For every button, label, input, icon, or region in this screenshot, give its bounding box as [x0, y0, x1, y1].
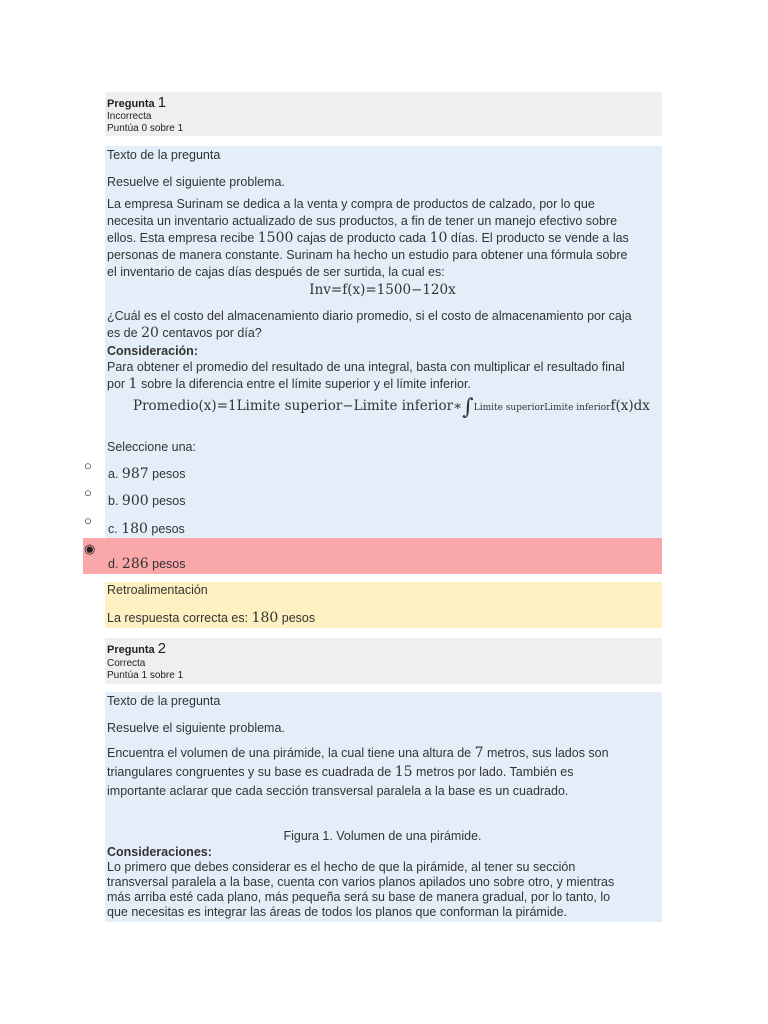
question-intro: Resuelve el siguiente problema. — [107, 175, 285, 189]
correct-answer-text — [107, 610, 315, 626]
question-2-text — [105, 692, 662, 922]
text-span: centavos por día? — [158, 326, 262, 340]
option-a-label[interactable] — [108, 466, 185, 482]
inventory-formula: Inv=f(x)=1500−120x — [309, 282, 456, 298]
problem-paragraph — [107, 196, 658, 281]
paragraph-line: transversal paralela a la base, cuenta con varios planos apilados uno sobre otro, y mientras — [107, 875, 615, 889]
option-c-label[interactable] — [108, 521, 185, 537]
option-value: 286 — [121, 556, 149, 572]
question-state: Incorrecta — [107, 111, 152, 122]
pregunta-label: Pregunta — [107, 98, 155, 110]
question-number: 1 — [157, 94, 167, 111]
question-2-title — [107, 640, 166, 657]
figure-caption: Figura 1. Volumen de una pirámide. — [283, 829, 482, 843]
paragraph-line: que necesitas es integrar las áreas de todos los planos que conforman la pirámide. — [107, 905, 567, 919]
text-span: pesos — [278, 611, 316, 625]
radio-d-selected-icon[interactable]: ◉ — [84, 541, 96, 556]
paragraph-line — [107, 763, 658, 782]
option-b-label[interactable] — [108, 493, 185, 509]
text-span: triangulares congruentes y su base es cuadrada de — [107, 765, 395, 779]
option-value: 180 — [121, 521, 148, 537]
text-span: es de — [107, 326, 142, 340]
integral-limits: Limite superiorLimite inferior — [473, 403, 611, 413]
problem-paragraph — [107, 744, 658, 801]
paragraph-line — [107, 325, 658, 342]
question-intro: Resuelve el siguiente problema. — [107, 721, 285, 735]
text-span: ellos. Esta empresa recibe — [107, 231, 258, 245]
integral-sign: ∫ — [462, 395, 474, 420]
question-2-info — [105, 638, 662, 684]
radio-a-icon[interactable]: ○ — [84, 458, 92, 473]
question-text-label: Texto de la pregunta — [107, 148, 221, 162]
paragraph-line: más arriba esté cada plano, más pequeña será su base de manera gradual, por lo tanto, lo — [107, 890, 611, 904]
question-1-text — [105, 146, 662, 574]
question-state: Correcta — [107, 658, 146, 669]
radio-c-icon[interactable]: ○ — [84, 513, 92, 528]
option-letter: d. — [108, 557, 122, 571]
question-prompt — [107, 308, 658, 342]
text-span: metros por lado. También es — [412, 765, 574, 779]
question-1-info — [105, 92, 662, 136]
text-span: días. El producto se vende a las — [447, 231, 629, 245]
correct-answer-value: 180 — [251, 610, 279, 626]
question-number: 2 — [157, 640, 167, 657]
option-unit: pesos — [148, 557, 186, 571]
paragraph-line — [107, 744, 658, 763]
pregunta-label: Pregunta — [107, 644, 155, 656]
question-text-label: Texto de la pregunta — [107, 694, 221, 708]
paragraph-line: ¿Cuál es el costo del almacenamiento diario promedio, si el costo de almacenamiento por caja — [107, 309, 632, 323]
text-span: Encuentra el volumen de una pirámide, la cual tiene una altura de — [107, 746, 475, 760]
option-letter: a. — [108, 467, 122, 481]
feedback-label: Retroalimentación — [107, 583, 208, 597]
consideration-heading: Consideración: — [107, 344, 198, 358]
paragraph-line: Lo primero que debes considerar es el hecho de que la pirámide, al tener su sección — [107, 860, 576, 874]
text-span: cajas de producto cada — [293, 231, 430, 245]
math-number: 1500 — [257, 230, 294, 246]
feedback-box — [105, 582, 662, 628]
paragraph-line: el inventario de cajas días después de ser surtida, la cual es: — [107, 265, 445, 279]
average-formula — [133, 395, 658, 420]
option-value: 987 — [121, 466, 149, 482]
paragraph-line — [107, 376, 658, 393]
considerations-text — [107, 860, 658, 920]
considerations-heading: Consideraciones: — [107, 845, 212, 859]
formula-left: Promedio(x)=1Limite superior−Limite inferior∗ — [133, 398, 463, 414]
option-unit: pesos — [147, 522, 185, 536]
text-span: por — [107, 377, 129, 391]
math-number: 7 — [474, 745, 484, 761]
paragraph-line: Para obtener el promedio del resultado de una integral, basta con multiplicar el resultado final — [107, 360, 625, 374]
option-d-label[interactable] — [108, 556, 185, 572]
paragraph-line — [107, 230, 658, 247]
math-number: 20 — [141, 325, 159, 341]
paragraph-line: personas de manera constante. Surinam ha hecho un estudio para obtener una fórmula sobre — [107, 248, 628, 262]
paragraph-line: importante aclarar que cada sección transversal paralela a la base es un cuadrado. — [107, 784, 569, 798]
math-number: 10 — [429, 230, 448, 246]
paragraph-line: necesita un inventario actualizado de sus productos, a fin de tener un manejo efectivo sobre — [107, 214, 618, 228]
select-one-label: Seleccione una: — [107, 440, 196, 454]
text-span: La respuesta correcta es: — [107, 611, 252, 625]
paragraph-line: La empresa Surinam se dedica a la venta y compra de productos de calzado, por lo que — [107, 197, 595, 211]
option-unit: pesos — [148, 494, 186, 508]
question-grade: Puntúa 0 sobre 1 — [107, 123, 184, 134]
question-1-title — [107, 94, 166, 111]
formula-right: f(x)dx — [610, 398, 650, 414]
option-value: 900 — [121, 493, 149, 509]
option-unit: pesos — [148, 467, 186, 481]
option-letter: b. — [108, 494, 122, 508]
text-span: sobre la diferencia entre el límite superior y el límite inferior. — [137, 377, 471, 391]
option-letter: c. — [108, 522, 122, 536]
text-span: metros, sus lados son — [483, 746, 609, 760]
consideration-text — [107, 359, 658, 393]
math-number: 15 — [394, 764, 413, 780]
radio-b-icon[interactable]: ○ — [84, 485, 92, 500]
math-number: 1 — [128, 376, 138, 392]
question-grade: Puntúa 1 sobre 1 — [107, 670, 184, 681]
